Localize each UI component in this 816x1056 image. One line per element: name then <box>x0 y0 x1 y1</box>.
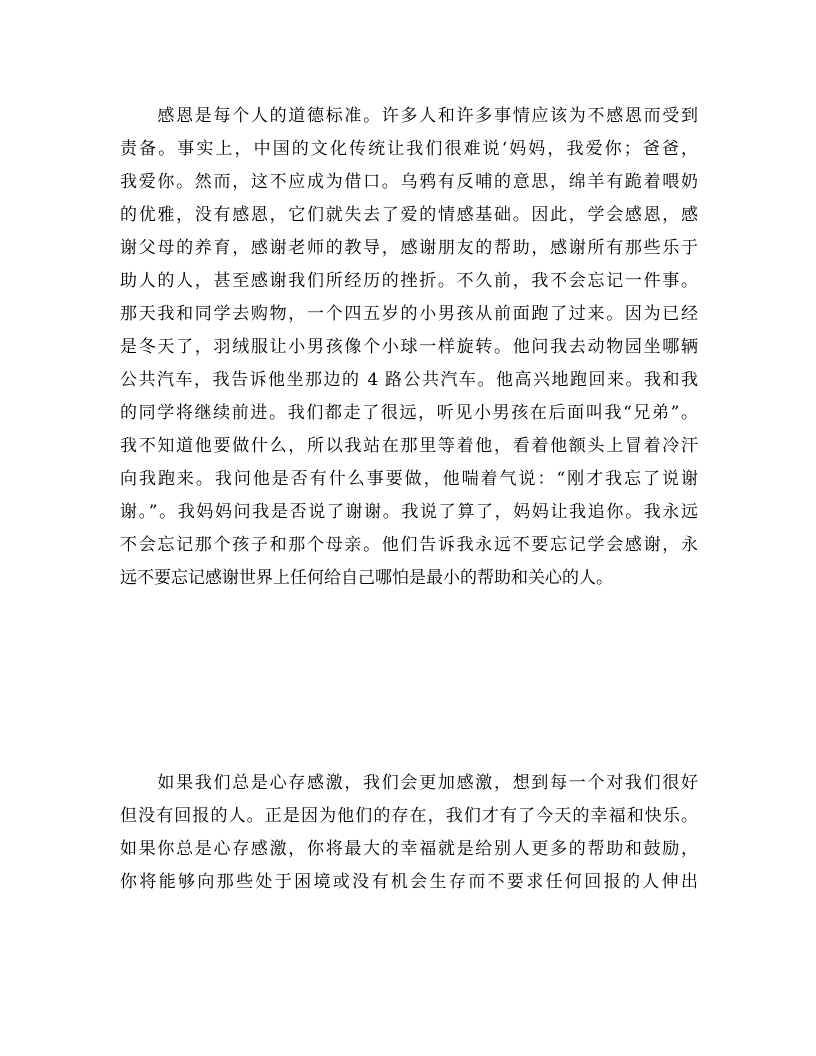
paragraph-1 <box>120 100 698 595</box>
text-line: 的优雅，没有感恩，它们就失去了爱的情感基础。因此，学会感恩，感 <box>120 205 698 225</box>
text-line: 的同学将继续前进。我们都走了很远，听见小男孩在后面叫我“兄弟”。 <box>120 403 698 423</box>
text-line: 你将能够向那些处于困境或没有机会生存而不要求任何回报的人伸出 <box>120 872 698 892</box>
text-line: 公共汽车，我告诉他坐那边的 4 路公共汽车。他高兴地跑回来。我和我 <box>120 370 698 390</box>
text-line: 不会忘记那个孩子和那个母亲。他们告诉我永远不要忘记学会感谢，永 <box>120 535 698 555</box>
paragraph-2 <box>120 767 698 899</box>
text-line: 谢父母的养育，感谢老师的教导，感谢朋友的帮助，感谢所有那些乐于 <box>120 238 698 258</box>
text-line: 向我跑来。我问他是否有什么事要做，他喘着气说：“刚才我忘了说谢 <box>120 469 698 489</box>
text-line: 助人的人，甚至感谢我们所经历的挫折。不久前，我不会忘记一件事。 <box>120 271 698 291</box>
text-line: 责备。事实上，中国的文化传统让我们很难说‘妈妈，我爱你；爸爸， <box>120 139 698 159</box>
text-line: 那天我和同学去购物，一个四五岁的小男孩从前面跑了过来。因为已经 <box>120 304 698 324</box>
text-line: 如果你总是心存感激，你将最大的幸福就是给别人更多的帮助和鼓励， <box>120 839 698 859</box>
text-line: 我爱你。然而，这不应成为借口。乌鸦有反哺的意思，绵羊有跪着喂奶 <box>120 172 698 192</box>
text-line: 但没有回报的人。正是因为他们的存在，我们才有了今天的幸福和快乐。 <box>120 806 698 826</box>
text-line: 如果我们总是心存感激，我们会更加感激，想到每一个对我们很好 <box>120 773 698 793</box>
text-line: 是冬天了，羽绒服让小男孩像个小球一样旋转。他问我去动物园坐哪辆 <box>120 337 698 357</box>
text-line: 谢。”。我妈妈问我是否说了谢谢。我说了算了，妈妈让我追你。我永远 <box>120 502 698 522</box>
text-line: 远不要忘记感谢世界上任何给自己哪怕是最小的帮助和关心的人。 <box>120 568 613 588</box>
text-line: 感恩是每个人的道德标准。许多人和许多事情应该为不感恩而受到 <box>120 106 698 126</box>
text-line: 我不知道他要做什么，所以我站在那里等着他，看着他额头上冒着冷汗 <box>120 436 698 456</box>
